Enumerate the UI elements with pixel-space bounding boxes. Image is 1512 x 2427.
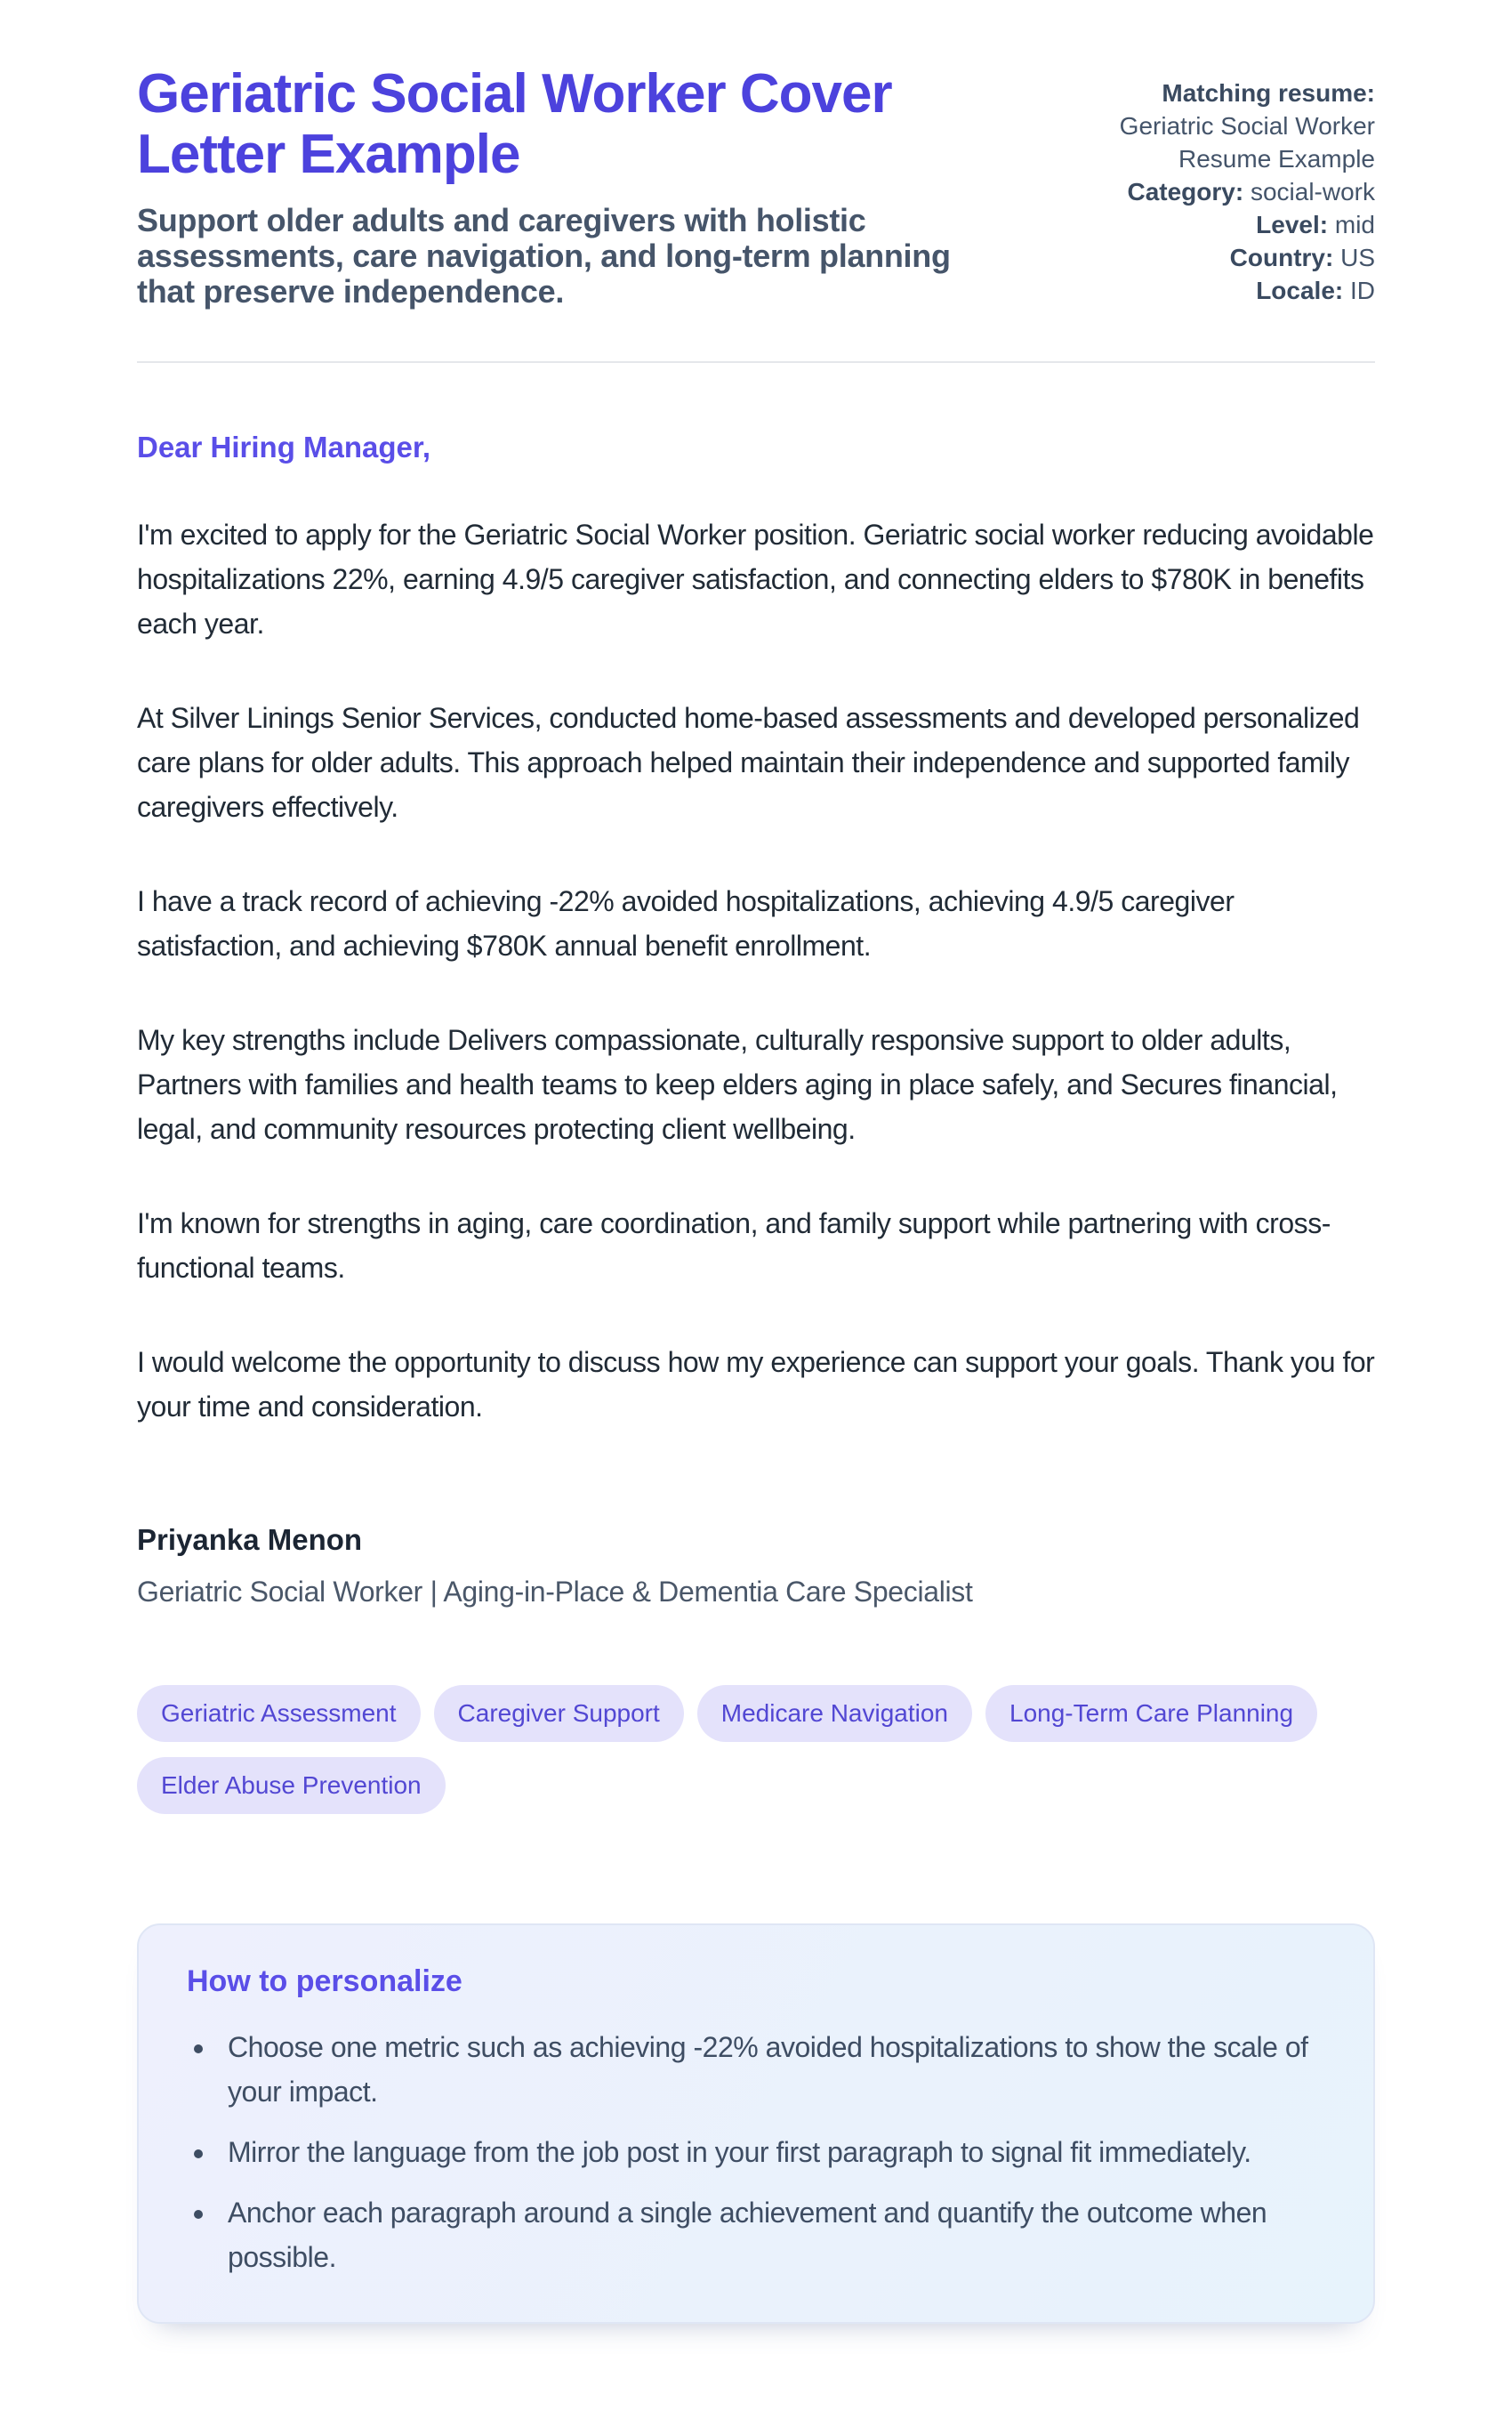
meta-row <box>1064 208 1375 241</box>
resume-meta <box>1064 77 1375 307</box>
cover-letter-page <box>137 0 1375 2411</box>
meta-value: mid <box>1334 211 1375 238</box>
skill-tag: Caregiver Support <box>434 1685 684 1742</box>
personalize-tip: • Mirror the language from the job post in your first paragraph to signal fit immediately. <box>217 2130 1325 2174</box>
signature-name: Priyanka Menon <box>137 1523 363 1556</box>
letter-paragraph: I'm excited to apply for the Geriatric Social Worker position. Geriatric social worker reducing avoidable hospitalizations 22%, earning 4.9/5 caregiver satisfaction, and connecting elders to $780K in benefits each year. <box>137 519 1374 640</box>
page-header <box>137 64 1375 310</box>
letter-paragraphs <box>137 512 1375 1429</box>
skill-tag: Long-Term Care Planning <box>985 1685 1317 1742</box>
personalize-box <box>137 1923 1375 2324</box>
greeting: Dear Hiring Manager, <box>137 431 431 464</box>
personalize-tip: • Anchor each paragraph around a single achievement and quantify the outcome when possible. <box>217 2190 1325 2279</box>
personalize-tips <box>187 2025 1325 2279</box>
meta-label: Level: <box>1256 211 1329 238</box>
skill-tag: Medicare Navigation <box>697 1685 972 1742</box>
personalize-title: How to personalize <box>187 1964 462 1998</box>
meta-row <box>1064 274 1375 307</box>
page-subtitle: Support older adults and caregivers with holistic assessments, care navigation, and long-term planning that preserve independence. <box>137 202 951 310</box>
meta-label: Matching resume: <box>1162 79 1375 107</box>
signature-role: Geriatric Social Worker | Aging-in-Place & Dementia Care Specialist <box>137 1576 973 1608</box>
meta-value: Geriatric Social Worker Resume Example <box>1119 112 1375 173</box>
letter-body <box>137 425 1375 1614</box>
header-divider <box>137 361 1375 363</box>
page-title: Geriatric Social Worker Cover Letter Example <box>137 63 892 185</box>
meta-row <box>1064 241 1375 274</box>
meta-row <box>1064 77 1375 175</box>
letter-paragraph: I'm known for strengths in aging, care coordination, and family support while partnering with cross-functional teams. <box>137 1207 1331 1284</box>
letter-paragraph: My key strengths include Delivers compassionate, culturally responsive support to older adults, Partners with families and health teams to keep elders aging in place safely, and Secures financial, legal, and community resources protecting client wellbeing. <box>137 1024 1338 1145</box>
meta-label: Locale: <box>1256 277 1344 304</box>
meta-label: Category: <box>1127 178 1244 206</box>
letter-paragraph: I have a track record of achieving -22% avoided hospitalizations, achieving 4.9/5 caregiver satisfaction, and achieving $780K annual benefit enrollment. <box>137 885 1235 962</box>
skill-tag: Geriatric Assessment <box>137 1685 421 1742</box>
meta-row <box>1064 175 1375 208</box>
personalize-tip: • Choose one metric such as achieving -22% avoided hospitalizations to show the scale of your impact. <box>217 2025 1325 2114</box>
letter-paragraph: I would welcome the opportunity to discuss how my experience can support your goals. Thank you for your time and consideration. <box>137 1346 1375 1423</box>
meta-value: ID <box>1350 277 1375 304</box>
header-title-block <box>137 64 1009 310</box>
meta-value: social-work <box>1250 178 1375 206</box>
meta-label: Country: <box>1229 244 1334 271</box>
skill-tag: Elder Abuse Prevention <box>137 1757 446 1814</box>
meta-value: US <box>1340 244 1375 271</box>
letter-paragraph: At Silver Linings Senior Services, conducted home-based assessments and developed personalized care plans for older adults. This approach helped maintain their independence and supported family caregivers effectively. <box>137 702 1360 823</box>
skill-tags <box>137 1685 1375 1814</box>
